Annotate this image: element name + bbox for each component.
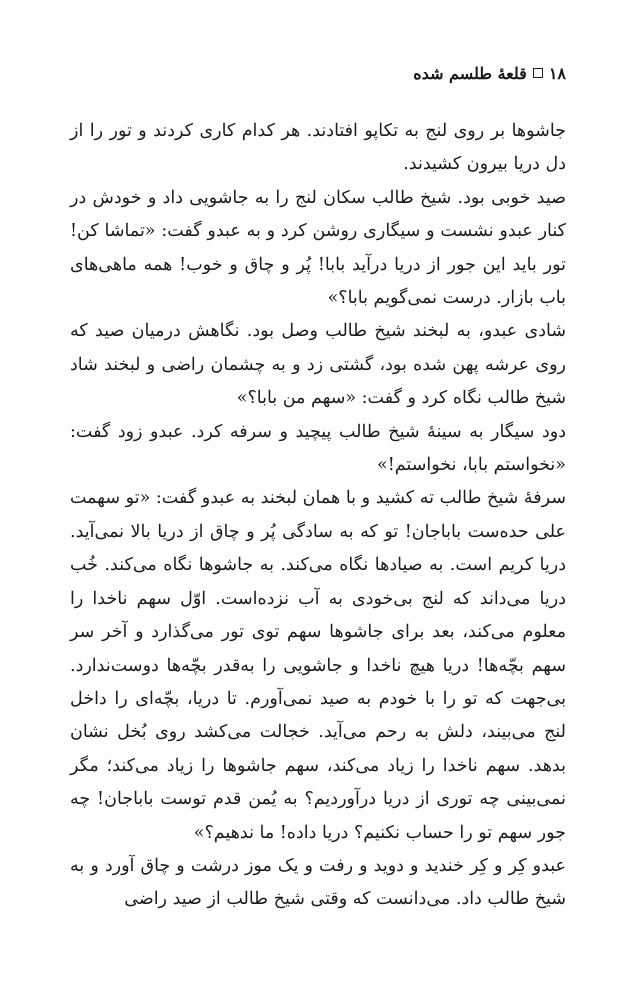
paragraph: جاشوها بر روی لنج به تکاپو افتادند. هر کدام کاری کردند و تور را از دل دریا بیرون کشیدند. xyxy=(70,121,566,175)
page-number: ۱۸ xyxy=(548,63,566,83)
paragraph: سرفهٔ شیخ طالب ته کشید و با همان لبخند به عبدو گفت: «تو سهمت علی حده‌ست باباجان! تو که به سادگی پُر و چاق از دریا بالا نمی‌آید. دریا کریم است. به صیادها نگاه می‌کند. به جاشوها نگاه می‌کند. خُب دریا می‌داند که لنج بی‌خودی به آب نزده‌است. اوّل سهم ناخدا را معلوم می‌کند، بعد برای جاشوها سهم توی تور می‌گذارد و آخر سر سهم بچّه‌ها! دریا هیچ ناخدا و جاشویی را به‌قدر بچّه‌ها دوست‌ندارد. بی‌جهت که تو را با خودم به صید نمی‌آورم. تا دریا، بچّه‌ای را داخل لنج می‌بیند، دلش به رحم می‌آید. خجالت می‌کشد روی بُخل نشان بدهد. سهم ناخدا را زیاد می‌کند، سهم جاشوها را زیاد می‌کند؛ مگر نمی‌بینی چه توری از دریا درآوردیم؟ به یُمن قدم توست باباجان! چه جور سهم تو را حساب نکنیم؟ دریا داده! ما ندهیم؟» xyxy=(70,488,566,843)
paragraph: صید خوبی بود. شیخ طالب سکان لنج را به جاشویی داد و خودش در کنار عبدو نشست و سیگاری روشن کرد و به عبدو گفت: «تماشا کن! تور باید این جور از دریا درآید بابا! پُر و چاق و خوب! همه ماهی‌های باب بازار. درست نمی‌گویم بابا؟» xyxy=(70,187,566,309)
paragraph: شادی عبدو، به لبخند شیخ طالب وصل بود. نگاهش درمیان صید که روی عرشه پهن شده بود، گشتی زد و به چشمان راضی و لبخند شاد شیخ طالب نگاه کرد و گفت: «سهم من بابا؟» xyxy=(70,321,566,409)
paragraph: عبدو کِر و کِر خندید و دوید و رفت و یک موز درشت و چاق آورد و به شیخ طالب داد. می‌دانست که وقتی شیخ طالب از صید راضی xyxy=(70,855,566,910)
body-text xyxy=(70,115,566,917)
square-ornament-icon xyxy=(533,68,543,78)
running-title: قلعهٔ طلسم شده xyxy=(413,63,527,83)
page-header xyxy=(68,58,566,88)
paragraph: دود سیگار به سینهٔ شیخ طالب پیچید و سرفه کرد. عبدو زود گفت: «نخواستم بابا، نخواستم!» xyxy=(70,421,566,476)
